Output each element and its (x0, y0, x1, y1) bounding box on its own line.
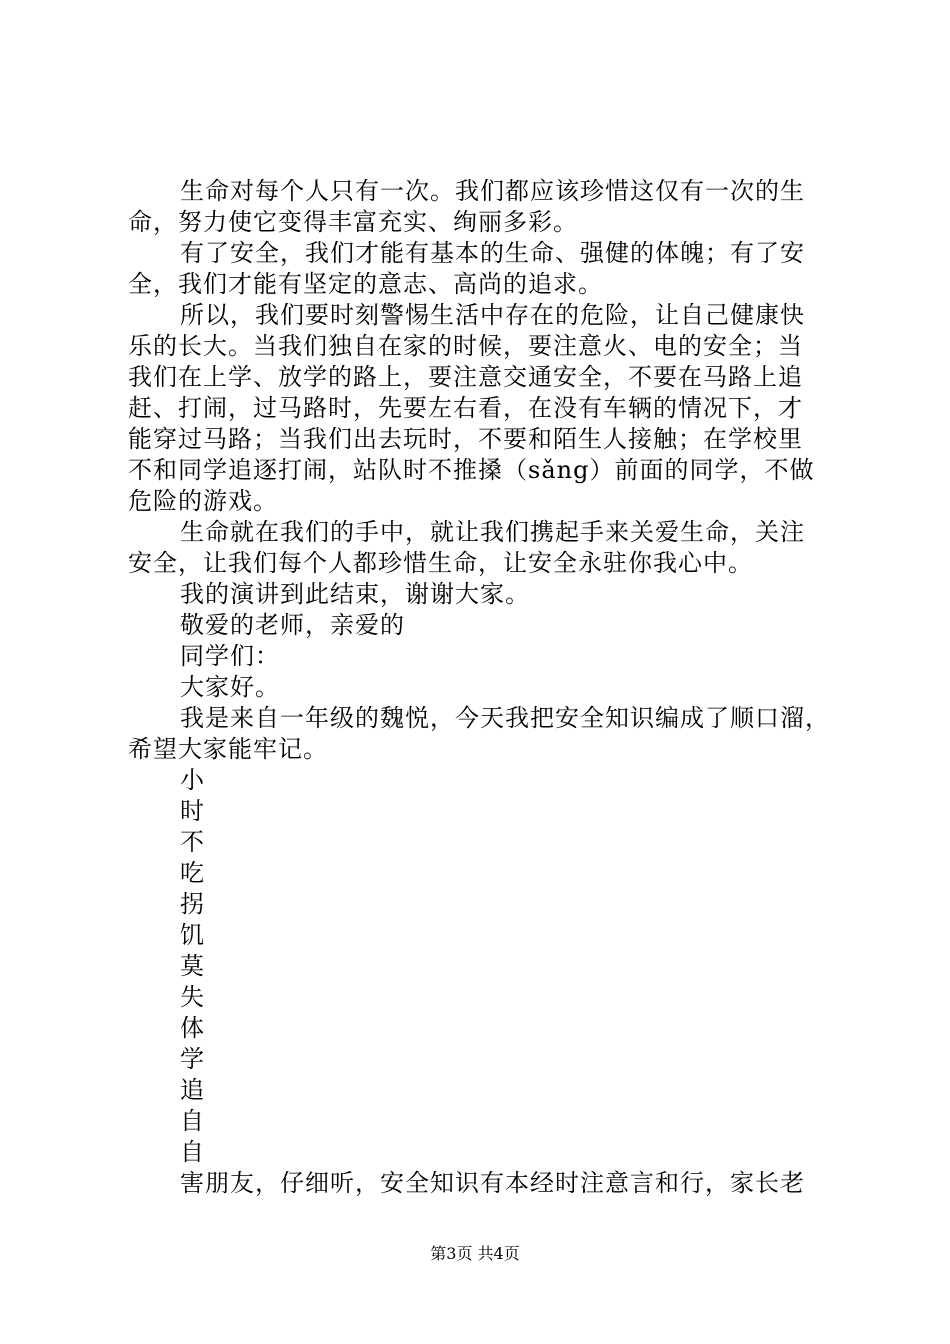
text-line: 我的演讲到此结束，谢谢大家。 (180, 580, 530, 608)
text-line: 不 (180, 828, 205, 856)
text-line: 危险的游戏。 (128, 487, 278, 515)
text-line: 吃 (180, 859, 205, 887)
text-line: 全，我们才能有坚定的意志、高尚的追求。 (128, 270, 603, 298)
text-line: 自 (180, 1138, 205, 1166)
text-line: 我们在上学、放学的路上，要注意交通安全，不要在马路上追 (128, 363, 803, 391)
text-line: 敬爱的老师，亲爱的 (180, 611, 405, 639)
text-line: 希望大家能牢记。 (128, 735, 328, 763)
text-line: 追 (180, 1076, 205, 1104)
text-line: 不和同学追逐打闹，站队时不推搡（sǎng）前面的同学，不做 (128, 456, 815, 484)
text-line: 生命就在我们的手中，就让我们携起手来关爱生命，关注 (180, 518, 805, 546)
text-line: 有了安全，我们才能有基本的生命、强健的体魄；有了安 (180, 239, 805, 267)
page-footer: 第3页 共4页 (430, 1244, 520, 1263)
document-body (128, 176, 834, 1199)
text-line: 能穿过马路；当我们出去玩时，不要和陌生人接触；在学校里 (128, 425, 803, 453)
text-line: 莫 (180, 952, 205, 980)
text-line: 害朋友，仔细听，安全知识有本经时注意言和行，家长老 (180, 1169, 805, 1197)
text-line: 饥 (180, 921, 205, 949)
text-line: 赶、打闹，过马路时，先要左右看，在没有车辆的情况下，才 (128, 394, 803, 422)
text-line: 体 (180, 1014, 205, 1042)
text-line: 所以，我们要时刻警惕生活中存在的危险，让自己健康快 (180, 301, 805, 329)
text-line: 拐 (180, 890, 205, 918)
text-line: 小 (180, 766, 205, 794)
text-line: 乐的长大。当我们独自在家的时候，要注意火、电的安全；当 (128, 332, 803, 360)
text-line: 学 (180, 1045, 205, 1073)
text-line: 生命对每个人只有一次。我们都应该珍惜这仅有一次的生 (180, 177, 805, 205)
text-line: 自 (180, 1107, 205, 1135)
text-line: 大家好。 (180, 673, 280, 701)
text-line: 同学们： (180, 642, 280, 670)
text-line: 失 (180, 983, 205, 1011)
text-line: 我是来自一年级的魏悦，今天我把安全知识编成了顺口溜， (180, 704, 830, 732)
text-line: 安全，让我们每个人都珍惜生命，让安全永驻你我心中。 (128, 549, 753, 577)
text-line: 命，努力使它变得丰富充实、绚丽多彩。 (128, 208, 578, 236)
text-line: 时 (180, 797, 205, 825)
